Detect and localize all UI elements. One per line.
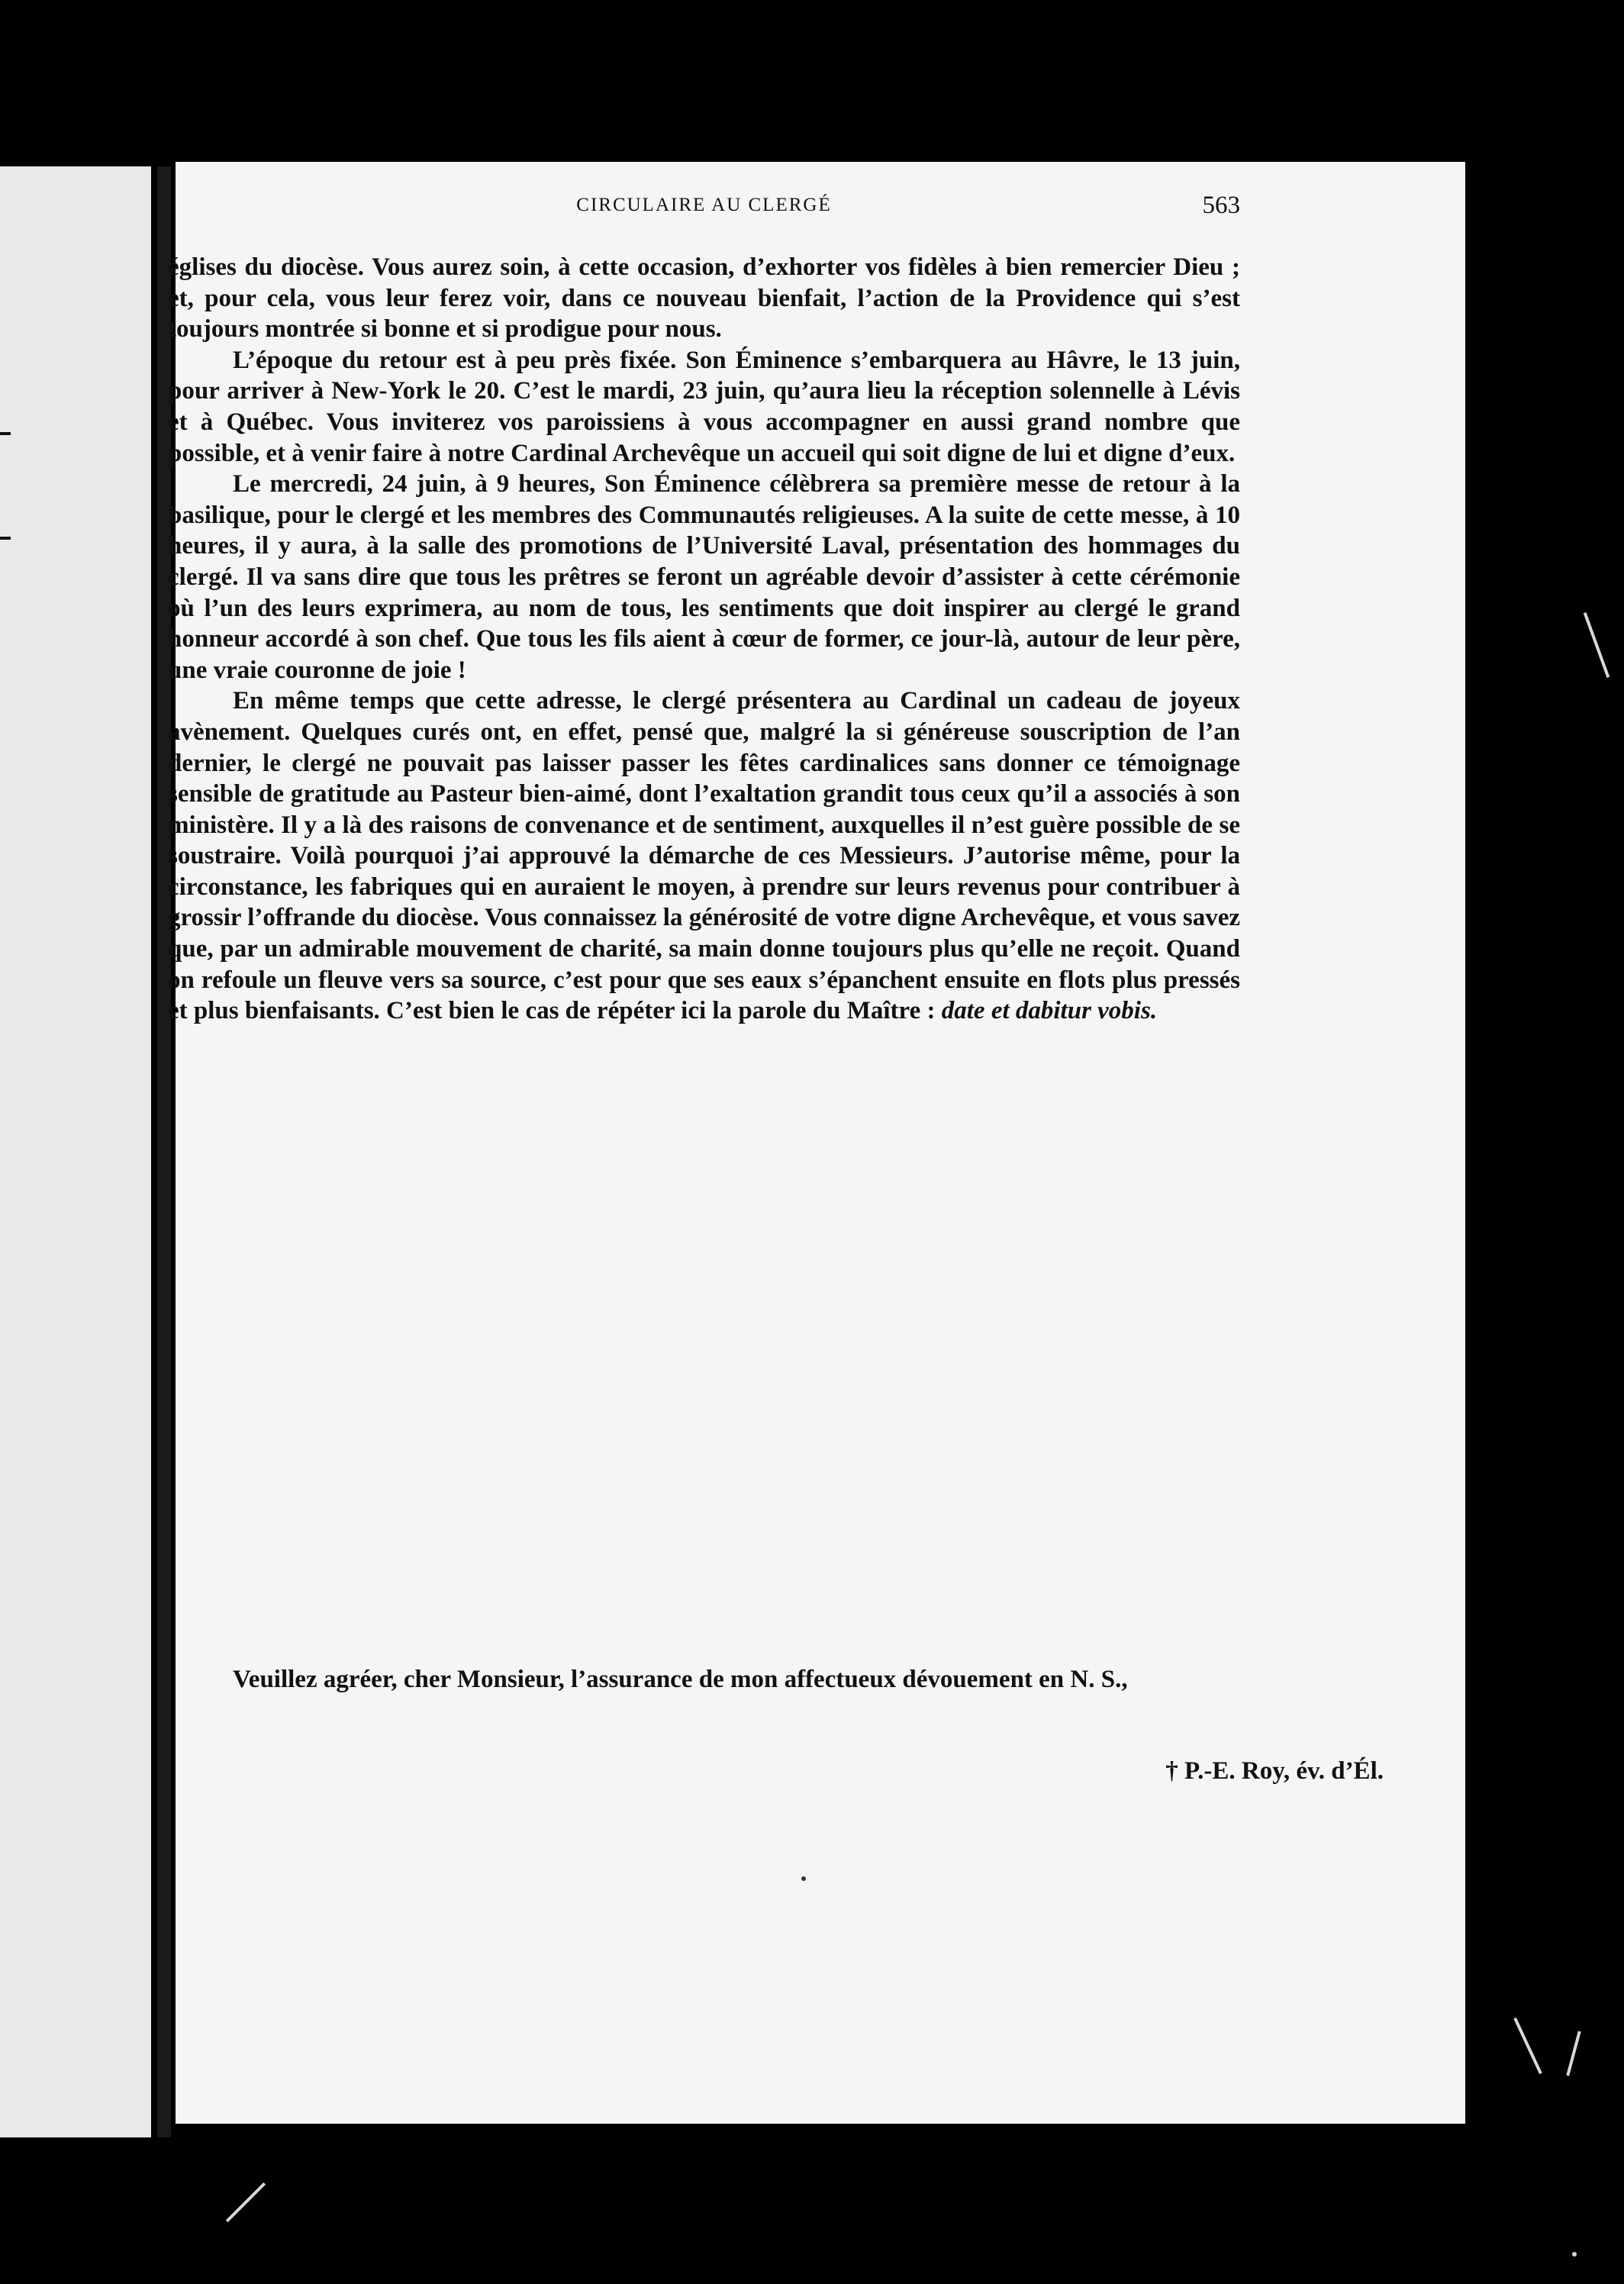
- adjacent-page: [0, 166, 151, 2137]
- film-scratch: [1566, 2031, 1580, 2076]
- latin-quote: date et dabitur vobis.: [941, 997, 1158, 1025]
- page-speck: [801, 1876, 806, 1881]
- paragraph: Le mercredi, 24 juin, à 9 heures, Son Éminence célèbrera sa première messe de retour à la basilique, pour le clergé et les membres des Communautés religieuses. A la suite de cette messe, à 10 heures, il y aura, à la salle des promotions de l’Université Laval, présentation des hommages du clergé. Il va sans dire que tous les prêtres se feront un agréable devoir d’assister à cette cérémonie où l’un des leurs exprimera, au nom de tous, les sentiments que doit inspirer au clergé le grand honneur accordé à son chef. Que tous les fils aient à cœur de former, ce jour-là, autour de leur père, une vraie couronne de joie !: [168, 470, 1240, 684]
- body-text: [168, 252, 1240, 1027]
- closing-formula: Veuillez agréer, cher Monsieur, l’assurance de mon affectueux dévouement en N. S.,: [233, 1666, 1128, 1693]
- page-edge-mark: [0, 432, 11, 435]
- paragraph-text: En même temps que cette adresse, le clergé présentera au Cardinal un cadeau de joyeux avènement. Quelques curés ont, en effet, pensé que, malgré la si généreuse souscription de l’an dernier, le clergé ne pouvait pas laisser passer les fêtes cardinalices sans donner ce témoignage sensible de gratitude au Pasteur bien-aimé, dont l’exaltation grandit tous ceux qu’il a associés à son ministère. Il y a là des raisons de convenance et de sentiment, auxquelles il n’est guère possible de se soustraire. Voilà pourquoi j’ai approuvé la démarche de ces Messieurs. J’autorise même, pour la circonstance, les fabriques qui en auraient le moyen, à prendre sur leurs revenus pour contribuer à grossir l’offrande du diocèse. Vous connaissez la générosité de votre digne Archevêque, et vous savez que, par un admirable mouvement de charité, sa main donne toujours plus qu’elle ne reçoit. Quand on refoule un fleuve vers sa source, c’est pour que ses eaux s’épanchent ensuite en flots plus pressés et plus bienfaisants. C’est bien le cas de répéter ici la parole du Maître :: [168, 687, 1240, 1025]
- running-head: CIRCULAIRE AU CLERGÉ: [576, 195, 832, 215]
- page-edge-mark: [0, 537, 11, 540]
- paragraph: L’époque du retour est à peu près fixée. Son Éminence s’embarquera au Hâvre, le 13 juin, pour arriver à New-York le 20. C’est le mardi, 23 juin, qu’aura lieu la réception solennelle à Lévis et à Québec. Vous inviterez vos paroissiens à vous accompagner en aussi grand nombre que possible, et à venir faire à notre Cardinal Archevêque un accueil qui soit digne de lui et digne d’eux.: [168, 346, 1240, 467]
- paragraph: églises du diocèse. Vous aurez soin, à cette occasion, d’exhorter vos fidèles à bien remercier Dieu ; et, pour cela, vous leur ferez voir, dans ce nouveau bienfait, l’action de la Providence qui s’est toujours montrée si bonne et si prodigue pour nous.: [168, 253, 1240, 344]
- film-scratch: [226, 2182, 266, 2222]
- film-scratch: [1584, 612, 1610, 678]
- paragraph-with-quote: [168, 686, 1240, 1027]
- page-number: 563: [1202, 192, 1240, 219]
- page-header: [168, 192, 1240, 233]
- film-scratch: [1513, 2018, 1542, 2074]
- signature: † P.-E. Roy, év. d’Él.: [1165, 1757, 1384, 1785]
- film-speck: [1572, 2252, 1577, 2257]
